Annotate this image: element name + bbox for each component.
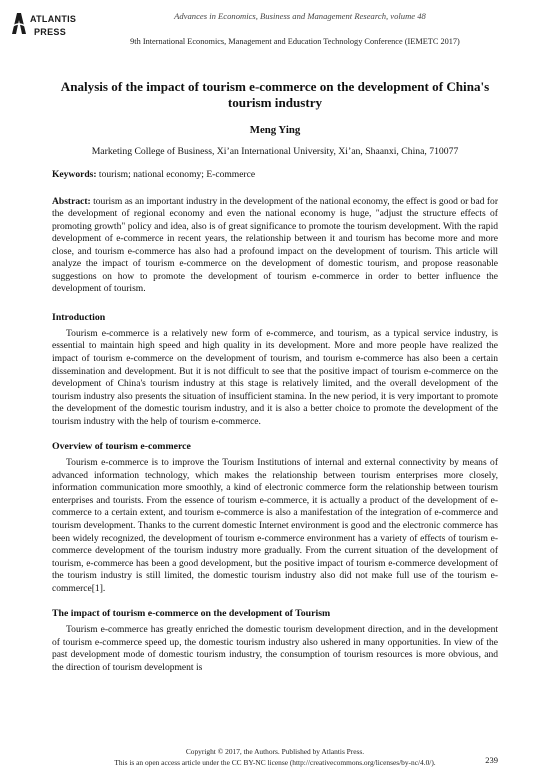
paper-title: Analysis of the impact of tourism e-commerce on the development of China's tourism industry (60, 79, 490, 110)
section-heading: The impact of tourism e-commerce on the development of Tourism (52, 608, 331, 620)
author-name: Meng Ying (249, 124, 301, 136)
series-header: Advances in Economics, Business and Management Research, volume 48 (174, 11, 426, 21)
atlantis-logo-icon (10, 10, 28, 36)
copyright-line: Copyright © 2017, the Authors. Published by Atlantis Press. (185, 747, 365, 756)
author-affiliation: Marketing College of Business, Xi’an International University, Xi’an, Shaanxi, China, 710077 (91, 146, 459, 157)
publisher-name-line2: PRESS (34, 27, 67, 37)
section-heading: Introduction (52, 311, 106, 323)
section-introduction (52, 312, 498, 428)
paper-body (52, 169, 498, 688)
abstract (52, 196, 498, 296)
abstract-label: Abstract: (52, 195, 91, 207)
page-footer (60, 746, 490, 768)
section-paragraph: Tourism e-commerce is to improve the Tourism Institutions of internal and external connectivity by means of advanced information technology, which makes the relationship between tourism enterprises more closely, information communication more smoothly, a kind of electronic commerce form the relationship between tourism enterprises and tourists. From the essence of tourism e-commerce, it is actually a product of the development of e-commerce to a certain extent, and tourism e-commerce is also a manifestation of the integration of e-commerce and tourism development. Thanks to the current domestic Internet environment is good and the electronic commerce has been widely recognized, the development of tourism e-commerce environment has a variety of effects of tourism e-commerce development of the tourism industry more gradually. From the current situation of the development of tourism, e-commerce has been a good development, but the positive impact of tourism e-commerce development of the tourism industry is still limited, the domestic tourism industry also did not make full use of the tourism e-commerce[1]. (52, 457, 498, 594)
section-paragraph: Tourism e-commerce is a relatively new form of e-commerce, and tourism, as a typical service industry, is essential to maintain high speed and high quality in its development. More and more people have realized the impact of tourism e-commerce on the development of tourism, and tourism e-commerce has also been a certain dissemination and development. But it is not difficult to see that the positive impact of tourism e-commerce on the development of China's tourism industry at this stage is relatively limited, and the overall development of the tourism industry also presents the situation of insufficient stamina. In the new period, it is very important to promote the development of the domestic tourism industry, and it is also a better choice to promote the development of the tourism industry with the help of tourism e-commerce. (52, 327, 498, 427)
section-paragraph: Tourism e-commerce has greatly enriched the domestic tourism development direction, and in the development of tourism e-commerce speed up, the domestic tourism industry also ushered in many opportunities. In view of the past development mode of domestic tourism industry, the consumption of tourism resources is more obvious, and the direction of tourism development is (52, 624, 498, 673)
abstract-text: tourism as an important industry in the development of the national economy, the effect is good or bad for the development of regional economy and even the national economy is huge, "adjust the structure effects of promoting growth" policy and idea, also is of great significance to promote the tourism development. With the rapid development of e-commerce in recent years, the relationship between it and tourism has become more and more close, and tourism e-commerce has also had a profound impact on the development of tourism. This article will analyze the impact of tourism e-commerce on the development of domestic tourism, and propose reasonable suggestions on how to promote the development of tourism e-commerce in order to better influence the development of tourism. (52, 195, 498, 295)
page-number: 239 (485, 755, 498, 765)
keywords-label: Keywords: (52, 169, 97, 180)
keywords (52, 169, 498, 182)
conference-header: 9th International Economics, Management and Education Technology Conference (IEMETC 2017) (130, 37, 460, 46)
keywords-text: tourism; national economy; E-commerce (96, 169, 256, 180)
atlantis-press-logo (10, 6, 77, 46)
license-line: This is an open access article under the CC BY-NC license (http://creativecommons.org/licenses/by-nc/4.0/). (114, 758, 436, 767)
publisher-name-line1: ATLANTIS (30, 14, 77, 24)
section-heading: Overview of tourism e-commerce (52, 441, 191, 453)
section-impact (52, 608, 498, 674)
section-overview (52, 441, 498, 595)
